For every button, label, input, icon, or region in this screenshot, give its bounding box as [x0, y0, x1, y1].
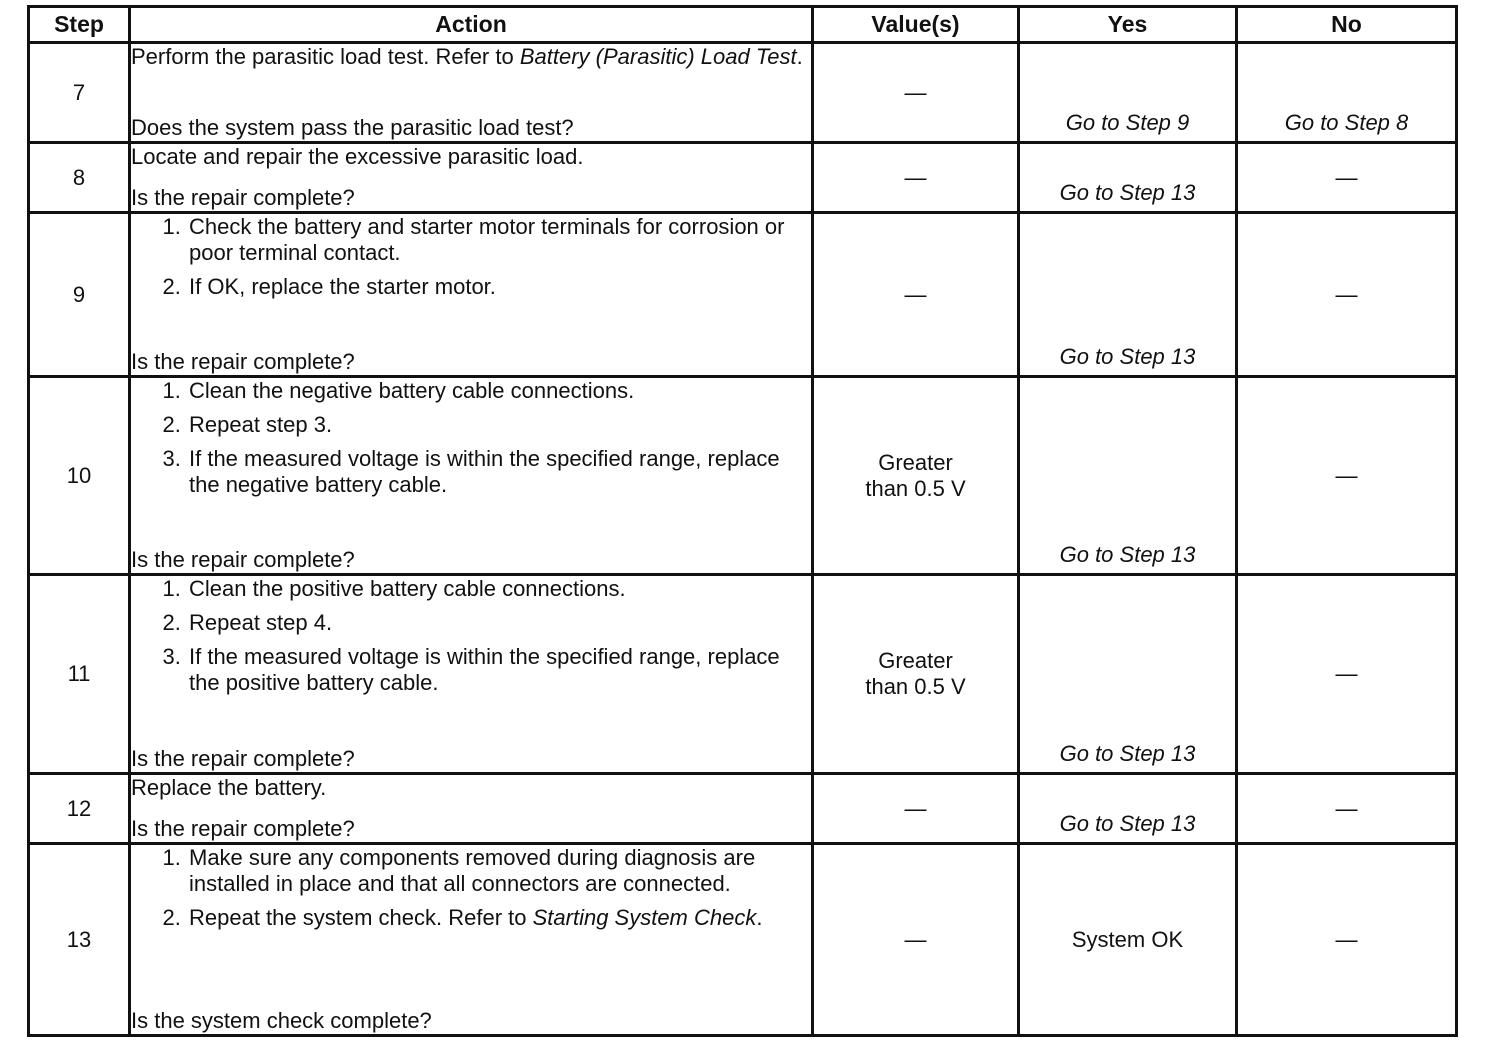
value-cell: — [813, 844, 1019, 1036]
step-number: 13 [29, 844, 130, 1036]
table-row [29, 844, 1457, 1036]
step-number: 12 [29, 774, 130, 844]
action-cell [130, 143, 813, 213]
yes-cell [1019, 143, 1237, 213]
list-item: 2. Repeat step 3. [187, 412, 811, 438]
yes-goto: Go to Step 9 [1065, 110, 1190, 135]
reference-link: Battery (Parasitic) Load Test [519, 44, 797, 69]
table-row [29, 774, 1457, 844]
action-text: Locate and repair the excessive parasitic load. [131, 144, 584, 169]
action-list [131, 378, 811, 498]
list-item: 3. If the measured voltage is within the specified range, replace the negative battery cable. [187, 446, 811, 498]
header-no: No [1237, 7, 1457, 43]
action-question: Is the repair complete? [131, 547, 355, 572]
value-cell: — [813, 213, 1019, 377]
action-question: Is the repair complete? [131, 349, 355, 374]
action-question: Is the repair complete? [131, 185, 355, 210]
header-step: Step [29, 7, 130, 43]
value-cell: — [813, 143, 1019, 213]
no-cell [1237, 43, 1457, 143]
yes-cell: System OK [1019, 844, 1237, 1036]
action-question: Is the repair complete? [131, 816, 355, 841]
action-cell [130, 213, 813, 377]
value-cell [813, 377, 1019, 575]
yes-cell [1019, 213, 1237, 377]
list-item: 1. Clean the positive battery cable connections. [187, 576, 811, 602]
yes-cell [1019, 575, 1237, 774]
action-question: Does the system pass the parasitic load test? [131, 115, 574, 140]
value-line: than 0.5 V [865, 674, 966, 699]
table-row [29, 143, 1457, 213]
value-cell [813, 575, 1019, 774]
action-cell [130, 575, 813, 774]
value-cell: — [813, 43, 1019, 143]
action-question: Is the system check complete? [131, 1008, 432, 1033]
yes-goto: Go to Step 13 [1059, 542, 1196, 567]
value-cell: — [813, 774, 1019, 844]
action-cell [130, 774, 813, 844]
list-item: 1. Clean the negative battery cable connections. [187, 378, 811, 404]
action-cell [130, 377, 813, 575]
action-list [131, 214, 811, 300]
action-text: Replace the battery. [131, 775, 327, 800]
yes-goto: Go to Step 13 [1059, 741, 1196, 766]
value-line: Greater [878, 648, 953, 673]
table-row [29, 213, 1457, 377]
action-cell [130, 43, 813, 143]
table-row [29, 377, 1457, 575]
list-item: 2. Repeat the system check. Refer to Starting System Check. [187, 905, 811, 931]
reference-link: Starting System Check [532, 905, 757, 930]
action-question: Is the repair complete? [131, 746, 355, 771]
no-cell: — [1237, 143, 1457, 213]
action-text: Perform the parasitic load test. Refer to Battery (Parasitic) Load Test. [131, 44, 803, 69]
header-action: Action [130, 7, 813, 43]
value-line: Greater [878, 449, 953, 475]
list-item: 1. Make sure any components removed during diagnosis are installed in place and that all connectors are connected. [187, 845, 811, 897]
no-goto: Go to Step 8 [1284, 110, 1409, 135]
step-number: 11 [29, 575, 130, 774]
table-row [29, 43, 1457, 143]
action-list [131, 576, 811, 696]
yes-cell [1019, 43, 1237, 143]
list-item: 1. Check the battery and starter motor terminals for corrosion or poor terminal contact. [187, 214, 811, 266]
no-cell: — [1237, 575, 1457, 774]
list-item: 2. Repeat step 4. [187, 610, 811, 636]
diagnostic-table [27, 5, 1458, 1037]
header-row [29, 7, 1457, 43]
list-item: 2. If OK, replace the starter motor. [187, 274, 811, 300]
yes-goto: Go to Step 13 [1059, 180, 1196, 205]
no-cell: — [1237, 844, 1457, 1036]
yes-goto: Go to Step 13 [1059, 344, 1196, 369]
yes-cell [1019, 377, 1237, 575]
step-number: 8 [29, 143, 130, 213]
value-line: than 0.5 V [865, 475, 966, 501]
step-number: 7 [29, 43, 130, 143]
action-cell [130, 844, 813, 1036]
list-item: 3. If the measured voltage is within the specified range, replace the positive battery cable. [187, 644, 811, 696]
no-cell: — [1237, 213, 1457, 377]
header-values: Value(s) [813, 7, 1019, 43]
yes-cell [1019, 774, 1237, 844]
no-cell: — [1237, 774, 1457, 844]
step-number: 9 [29, 213, 130, 377]
yes-goto: Go to Step 13 [1059, 811, 1196, 836]
table-row [29, 575, 1457, 774]
header-yes: Yes [1019, 7, 1237, 43]
action-list [131, 845, 811, 931]
step-number: 10 [29, 377, 130, 575]
no-cell: — [1237, 377, 1457, 575]
